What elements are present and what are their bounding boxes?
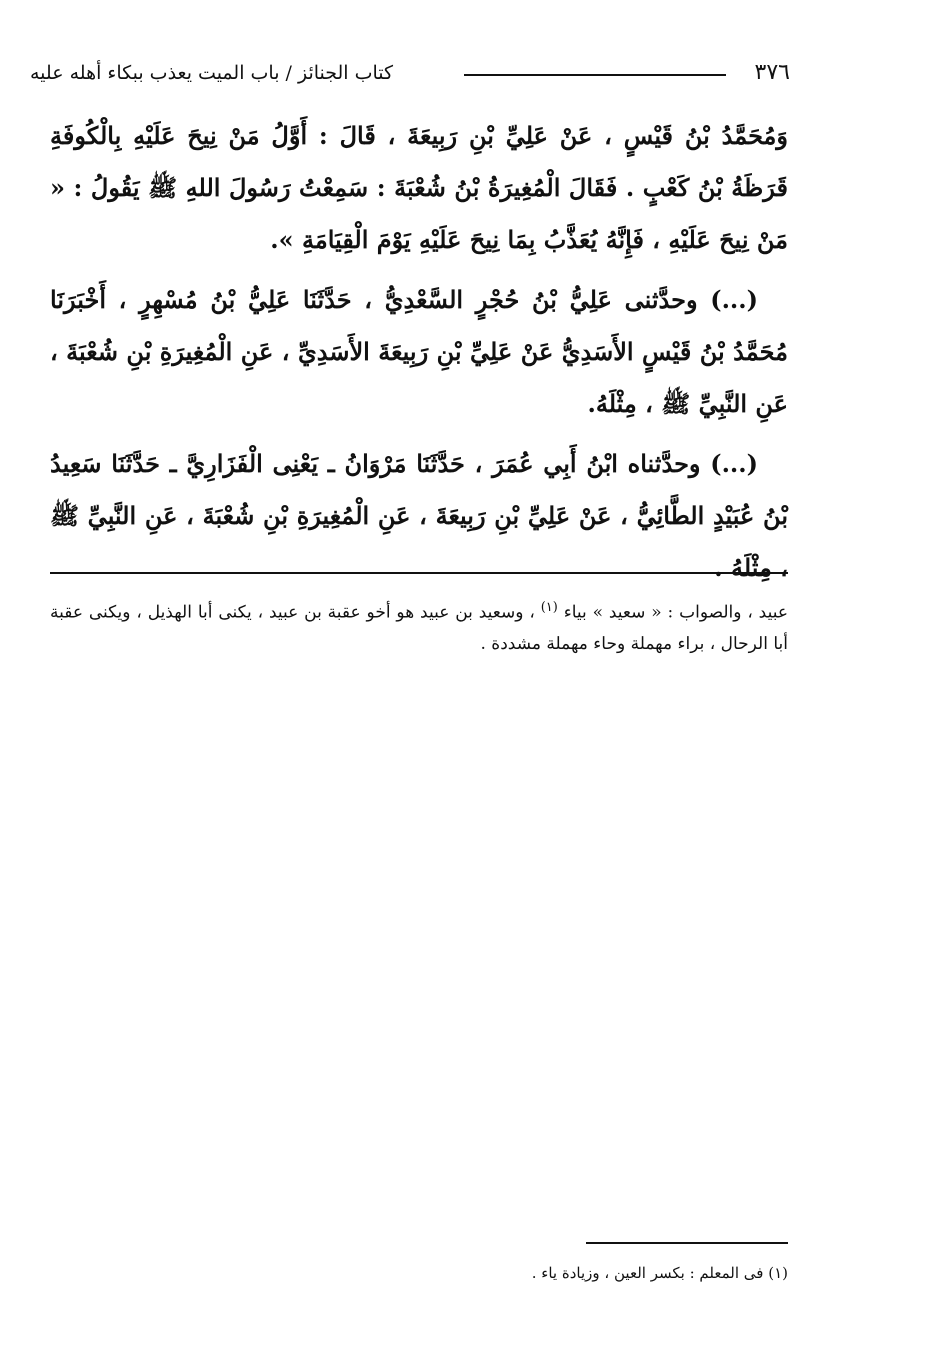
commentary-text-after: ، وسعيد بن عبيد هو أخو عقبة بن عبيد ، يكنى أبا الهذيل ، ويكنى عقبة أبا الرحال ، براء مهملة وحاء مهملة مشددة . bbox=[50, 602, 788, 654]
running-title: كتاب الجنائز / باب الميت يعذب ببكاء أهله عليه bbox=[30, 62, 394, 84]
footnote-rule bbox=[586, 1242, 788, 1244]
paragraph-3: (...) وحدَّثناه ابْنُ أَبِي عُمَرَ ، حَدَّثَنَا مَرْوَانُ ـ يَعْنِى الْفَزَارِيَّ ـ حَدَّثَنَا سَعِيدُ بْنُ عُبَيْدٍ الطَّائِيُّ ، عَنْ عَلِيِّ بْنِ رَبِيعَةَ ، عَنِ الْمُغِيرَةِ بْنِ شُعْبَةَ ، عَنِ النَّبِيِّ ﷺ ، مِثْلَهُ . bbox=[50, 449, 788, 582]
commentary-text-before: عبيد ، والصواب : « سعيد » بياء bbox=[563, 602, 789, 623]
paragraph-1: وَمُحَمَّدُ بْنُ قَيْسٍ ، عَنْ عَلِيِّ بْنِ رَبِيعَةَ ، قَالَ : أَوَّلُ مَنْ نِيحَ عَلَيْهِ بِالْكُوفَةِ قَرَظَةُ بْنُ كَعْبٍ . فَقَالَ الْمُغِيرَةُ بْنُ شُعْبَةَ : سَمِعْتُ رَسُولَ اللهِ ﷺ يَقُولُ : « مَنْ نِيحَ عَلَيْهِ ، فَإِنَّهُ يُعَذَّبُ بِمَا نِيحَ عَلَيْهِ يَوْمَ الْقِيَامَةِ ». bbox=[50, 121, 789, 254]
commentary bbox=[50, 592, 788, 660]
paragraph-2: (...) وحدَّثنى عَلِيُّ بْنُ حُجْرٍ السَّعْدِيُّ ، حَدَّثَنَا عَلِيُّ بْنُ مُسْهِرٍ ، أَخْبَرَنَا مُحَمَّدُ بْنُ قَيْسٍ الأَسَدِيُّ عَنْ عَلِيِّ بْنِ رَبِيعَةَ الأَسَدِيِّ ، عَنِ الْمُغِيرَةِ بْنِ شُعْبَةَ ، عَنِ النَّبِيِّ ﷺ ، مِثْلَهُ. bbox=[50, 285, 788, 418]
commentary-rule bbox=[50, 572, 788, 574]
header-rule bbox=[464, 74, 726, 76]
page-number: ٣٧٦ bbox=[754, 60, 790, 85]
footnote-1: (١) فى المعلم : بكسر العين ، وزيادة ياء . bbox=[531, 1264, 788, 1282]
main-text bbox=[50, 110, 788, 602]
page-header bbox=[30, 58, 790, 92]
footnote-marker: (١) bbox=[540, 600, 558, 615]
